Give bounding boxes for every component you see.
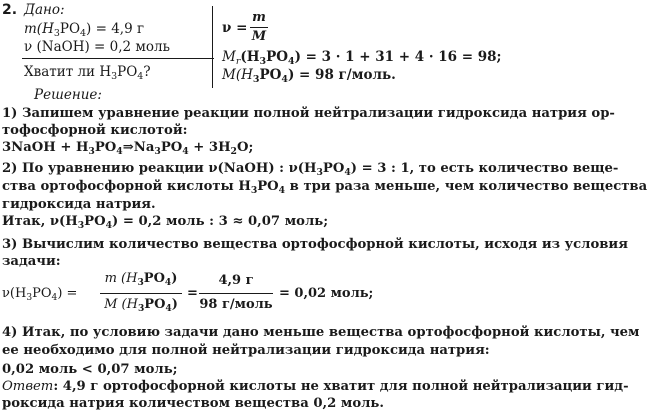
calc-fraction1-numerator: m $(H_3PO_4)$ [104,271,178,288]
given-amount-naoh: ν (NaOH) = 0,2 моль [24,39,170,55]
step3-line1: 3) Вычислим количество вещества ортофосфорной кислоты, исходя из условия [2,237,628,252]
given-label: Дано: [24,2,65,18]
solution-label: Решение: [34,87,102,103]
formula-nu-numerator: m [252,10,266,25]
step2-line4: Итак, $\nu(H_3PO_4) = 0,2$ моль : 3 ≈ 0,07 моль; [2,214,329,231]
calc-fraction2-denominator: 98 г/моль [199,297,273,312]
calc-fraction2-bar [199,293,273,294]
given-mass-h3po4: $m(H_3PO_4) = 4,9$ г [24,21,145,39]
problem-number: 2. [2,2,18,18]
step2-line3: гидроксида натрия. [2,197,156,212]
calc-equals: = [187,286,198,301]
answer-label: Ответ [2,379,54,394]
formula-nu-denominator: M [251,29,267,44]
answer-line1: Ответ: 4,9 г ортофосфорной кислоты не хватит для полной нейтрализации гид- [2,379,629,394]
given-question: Хватит ли $H_3PO_4$? [24,64,151,82]
calc-lhs: $\nu(H_3PO_4)$ = [2,286,78,303]
answer-line2: роксида натрия количеством вещества 0,2 моль. [2,396,384,411]
formula-nu-lhs: ν = [222,20,248,36]
step4-line1: 4) Итак, по условию задачи дано меньше вещества ортофосфорной кислоты, чем [2,325,640,340]
formula-relative-molar-mass: $M_r(H_3PO_4) = 3 \cdot 1 + 31 + 4 \cdot 16 = 98$; [222,49,502,67]
step1-line1: 1) Запишем уравнение реакции полной нейтрализации гидроксида натрия ор- [2,106,615,121]
step2-line1: 2) По уравнению реакции ν(NaOH) : $\nu(H_3PO_4) = 3$ : 1, то есть количество веще- [2,161,619,178]
step4-line3: 0,02 моль < 0,07 моль; [2,362,178,377]
given-vertical-divider [212,6,213,88]
step1-line2: тофосфорной кислотой: [2,123,188,138]
step2-line2: ства ортофосфорной кислоты $H_3PO_4$ в три раза меньше, чем количество вещества [2,179,647,196]
calc-result: = 0,02 моль; [279,286,374,301]
calc-fraction2-numerator: 4,9 г [218,273,254,288]
reaction-equation: 3NaOH + $H_3PO_4\Rightarrow Na_3PO_4 + 3H_2O$; [2,140,254,157]
calc-fraction1-denominator: M $(H_3PO_4)$ [104,297,178,314]
step3-line2: задачи: [2,254,61,269]
given-divider [22,58,214,59]
calc-fraction1-bar [100,293,182,294]
step4-line2: ее необходимо для полной нейтрализации гидроксида натрия: [2,343,490,358]
formula-molar-mass: $M(H_3PO_4) = 98$ г/моль. [222,67,396,85]
